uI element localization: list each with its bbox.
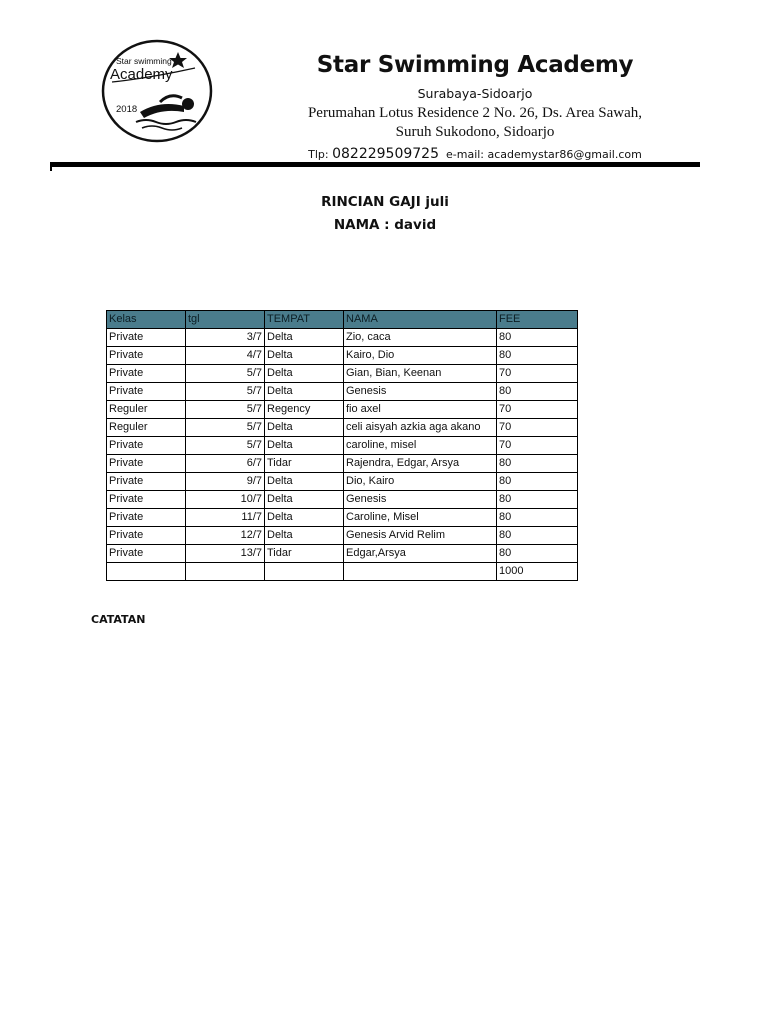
salary-table bbox=[106, 310, 578, 581]
header-kelas: Kelas bbox=[107, 311, 186, 329]
document-title: RINCIAN GAJI juli bbox=[321, 194, 449, 210]
cell-fee: 80 bbox=[497, 383, 578, 401]
org-name: Star Swimming Academy bbox=[316, 52, 634, 78]
phone-label: Tlp: bbox=[308, 148, 329, 161]
cell-tgl: 6/7 bbox=[186, 455, 265, 473]
cell-tgl: 9/7 bbox=[186, 473, 265, 491]
table-row bbox=[107, 383, 578, 401]
table-row bbox=[107, 527, 578, 545]
cell-nama: Genesis bbox=[344, 491, 497, 509]
cell-tempat: Delta bbox=[265, 527, 344, 545]
cell-tgl: 10/7 bbox=[186, 491, 265, 509]
note-label: CATATAN bbox=[91, 613, 146, 626]
cell-nama: Kairo, Dio bbox=[344, 347, 497, 365]
cell-tempat: Delta bbox=[265, 347, 344, 365]
table-row bbox=[107, 329, 578, 347]
cell-tgl bbox=[186, 563, 265, 581]
cell-tempat: Tidar bbox=[265, 455, 344, 473]
phone-number: 082229509725 bbox=[332, 146, 439, 162]
table-row bbox=[107, 365, 578, 383]
cell-kelas: Private bbox=[107, 473, 186, 491]
cell-tempat: Delta bbox=[265, 329, 344, 347]
header-divider bbox=[50, 162, 700, 167]
cell-nama bbox=[344, 563, 497, 581]
cell-kelas: Private bbox=[107, 455, 186, 473]
cell-fee: 80 bbox=[497, 527, 578, 545]
cell-kelas: Private bbox=[107, 509, 186, 527]
cell-nama: Edgar,Arsya bbox=[344, 545, 497, 563]
header-tgl: tgl bbox=[186, 311, 265, 329]
header-divider-tick bbox=[50, 162, 52, 171]
cell-kelas: Private bbox=[107, 347, 186, 365]
cell-nama: Rajendra, Edgar, Arsya bbox=[344, 455, 497, 473]
cell-kelas: Private bbox=[107, 365, 186, 383]
total-fee: 1000 bbox=[497, 563, 578, 581]
email-text: e-mail: academystar86@gmail.com bbox=[446, 148, 642, 161]
cell-kelas: Private bbox=[107, 491, 186, 509]
cell-kelas: Private bbox=[107, 329, 186, 347]
cell-nama: fio axel bbox=[344, 401, 497, 419]
cell-fee: 80 bbox=[497, 491, 578, 509]
cell-fee: 70 bbox=[497, 437, 578, 455]
table-row bbox=[107, 473, 578, 491]
cell-kelas: Private bbox=[107, 437, 186, 455]
logo-line1: Star swimming bbox=[116, 56, 172, 66]
cell-fee: 80 bbox=[497, 455, 578, 473]
cell-kelas: Reguler bbox=[107, 419, 186, 437]
cell-tgl: 12/7 bbox=[186, 527, 265, 545]
swimmer-icon bbox=[136, 96, 196, 130]
cell-fee: 70 bbox=[497, 401, 578, 419]
cell-fee: 80 bbox=[497, 473, 578, 491]
academy-logo bbox=[100, 38, 214, 144]
table-row bbox=[107, 455, 578, 473]
cell-fee: 80 bbox=[497, 545, 578, 563]
letterhead bbox=[300, 48, 650, 165]
cell-tgl: 5/7 bbox=[186, 365, 265, 383]
cell-tempat: Delta bbox=[265, 509, 344, 527]
table-row bbox=[107, 437, 578, 455]
header-nama: NAMA bbox=[344, 311, 497, 329]
cell-nama: Zio, caca bbox=[344, 329, 497, 347]
header-tempat: TEMPAT bbox=[265, 311, 344, 329]
cell-nama: Dio, Kairo bbox=[344, 473, 497, 491]
cell-tgl: 13/7 bbox=[186, 545, 265, 563]
header-fee: FEE bbox=[497, 311, 578, 329]
cell-fee: 70 bbox=[497, 365, 578, 383]
table-row bbox=[107, 491, 578, 509]
cell-tempat: Delta bbox=[265, 491, 344, 509]
cell-tempat: Regency bbox=[265, 401, 344, 419]
cell-tempat: Delta bbox=[265, 473, 344, 491]
cell-fee: 80 bbox=[497, 509, 578, 527]
cell-kelas: Private bbox=[107, 383, 186, 401]
cell-tgl: 5/7 bbox=[186, 401, 265, 419]
cell-nama: celi aisyah azkia aga akano bbox=[344, 419, 497, 437]
cell-tgl: 5/7 bbox=[186, 419, 265, 437]
cell-nama: Caroline, Misel bbox=[344, 509, 497, 527]
table-total-row bbox=[107, 563, 578, 581]
cell-kelas bbox=[107, 563, 186, 581]
table-row bbox=[107, 545, 578, 563]
cell-tempat: Delta bbox=[265, 437, 344, 455]
cell-nama: Genesis bbox=[344, 383, 497, 401]
org-city: Surabaya-Sidoarjo bbox=[417, 86, 533, 101]
cell-nama: caroline, misel bbox=[344, 437, 497, 455]
cell-kelas: Private bbox=[107, 527, 186, 545]
cell-tgl: 5/7 bbox=[186, 383, 265, 401]
cell-tgl: 3/7 bbox=[186, 329, 265, 347]
address-line-1: Perumahan Lotus Residence 2 No. 26, Ds. Area Sawah, bbox=[307, 105, 643, 121]
cell-kelas: Reguler bbox=[107, 401, 186, 419]
cell-tempat: Delta bbox=[265, 383, 344, 401]
cell-tempat: Delta bbox=[265, 365, 344, 383]
table-row bbox=[107, 509, 578, 527]
logo-year: 2018 bbox=[116, 104, 138, 115]
cell-kelas: Private bbox=[107, 545, 186, 563]
address-line-2: Suruh Sukodono, Sidoarjo bbox=[395, 124, 555, 140]
employee-name: NAMA : david bbox=[333, 217, 437, 233]
logo-graphic bbox=[100, 38, 214, 144]
cell-tgl: 11/7 bbox=[186, 509, 265, 527]
table-header-row bbox=[107, 311, 578, 329]
cell-fee: 70 bbox=[497, 419, 578, 437]
cell-fee: 80 bbox=[497, 329, 578, 347]
cell-nama: Gian, Bian, Keenan bbox=[344, 365, 497, 383]
logo-line2: Academy bbox=[110, 66, 173, 83]
table-row bbox=[107, 419, 578, 437]
table-row bbox=[107, 347, 578, 365]
cell-nama: Genesis Arvid Relim bbox=[344, 527, 497, 545]
cell-tgl: 5/7 bbox=[186, 437, 265, 455]
cell-tempat bbox=[265, 563, 344, 581]
table-row bbox=[107, 401, 578, 419]
cell-tempat: Tidar bbox=[265, 545, 344, 563]
cell-tgl: 4/7 bbox=[186, 347, 265, 365]
cell-tempat: Delta bbox=[265, 419, 344, 437]
cell-fee: 80 bbox=[497, 347, 578, 365]
